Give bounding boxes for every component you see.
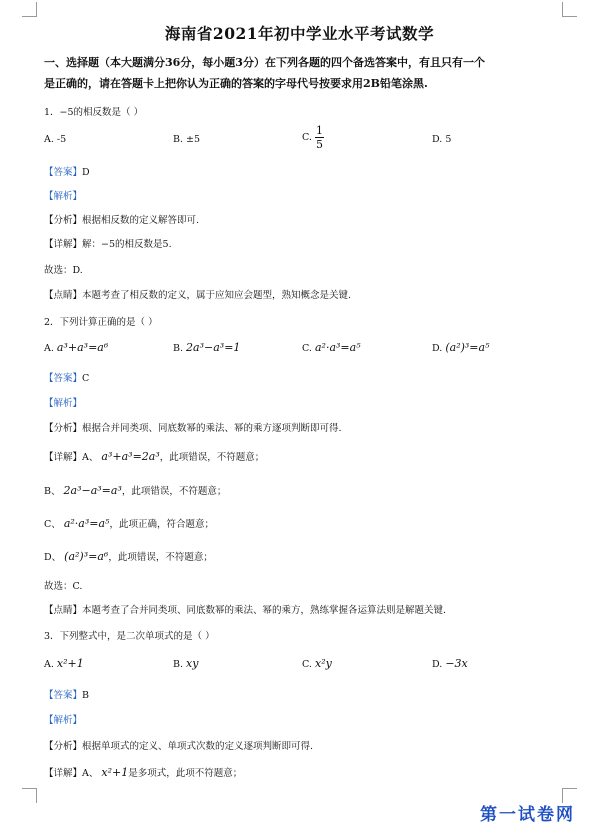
section-instructions-line2: 是正确的，请在答题卡上把你认为正确的答案的字母代号按要求用2B铅笔涂黑. <box>44 77 428 90</box>
q3-option-d: D. −3x <box>432 657 468 670</box>
q1-fenxi: 【分析】根据相反数的定义解答即可. <box>44 215 200 226</box>
q3-option-c: C. x²y <box>302 657 332 670</box>
section-instructions-line1: 一、选择题（本大题满分36分，每小题3分）在下列各题的四个备选答案中，有且只有一个 <box>44 56 485 69</box>
q1-answer: 【答案】D <box>44 167 90 178</box>
q2-dianjing: 【点睛】本题考查了合并同类项、同底数幂的乘法、幂的乘方，熟练掌握各运算法则是解题关键. <box>44 605 447 616</box>
q3-detail-a: 【详解】A、 x²+1是多项式，此项不符题意； <box>44 766 243 779</box>
q1-option-b: B. ±5 <box>173 134 201 145</box>
site-watermark: 第一试卷网 <box>480 805 575 825</box>
page-title: 海南省2021年初中学业水平考试数学 <box>164 24 435 43</box>
q2-answer: 【答案】C <box>44 373 90 384</box>
crop-mark-top-left <box>22 2 37 17</box>
q2-detail-c: C、 a²·a³=a⁵，此项正确，符合题意； <box>44 517 214 530</box>
q1-dianjing: 【点睛】本题考查了相反数的定义，属于应知应会题型，熟知概念是关键. <box>44 290 352 301</box>
q3-option-a: A. x²+1 <box>44 657 84 670</box>
q3-fenxi: 【分析】根据单项式的定义、单项式次数的定义逐项判断即可得. <box>44 741 314 752</box>
question-2-stem: 2．下列计算正确的是（ ） <box>44 317 158 328</box>
q2-option-b: B. 2a³−a³=1 <box>173 341 241 354</box>
q1-analysis-tag: 【解析】 <box>44 191 83 202</box>
question-3-stem: 3．下列整式中，是二次单项式的是（ ） <box>44 631 215 642</box>
q2-analysis-tag: 【解析】 <box>44 398 83 409</box>
q2-choose: 故选：C. <box>44 581 83 592</box>
q1-choose: 故选：D. <box>44 265 83 276</box>
q2-detail-a: 【详解】A、 a³+a³=2a³，此项错误，不符题意； <box>44 450 265 463</box>
crop-mark-bottom-left <box>22 788 37 803</box>
fraction-one-fifth: $\frac{1}{5}$ <box>315 124 323 151</box>
q1-option-c: C. $\frac{1}{5}$ <box>302 124 323 151</box>
q2-fenxi: 【分析】根据合并同类项、同底数幂的乘法、幂的乘方逐项判断即可得. <box>44 423 342 434</box>
q2-option-d: D. (a²)³=a⁵ <box>432 341 490 354</box>
q2-option-c: C. a²·a³=a⁵ <box>302 341 361 354</box>
q1-option-a: A. -5 <box>44 134 67 145</box>
q3-analysis-tag: 【解析】 <box>44 715 83 726</box>
q3-option-b: B. xy <box>173 657 199 670</box>
q1-option-d: D. 5 <box>432 134 452 145</box>
q2-detail-d: D、 (a²)³=a⁶，此项错误，不符题意； <box>44 550 213 563</box>
crop-mark-top-right <box>562 2 577 17</box>
q2-option-a: A. a³+a³=a⁶ <box>44 341 109 354</box>
question-1-stem: 1．−5的相反数是（ ） <box>44 107 144 118</box>
q3-answer: 【答案】B <box>44 690 89 701</box>
q1-xiangjie: 【详解】解：−5的相反数是5. <box>44 239 172 250</box>
q2-detail-b: B、 2a³−a³=a³，此项错误，不符题意； <box>44 484 227 497</box>
